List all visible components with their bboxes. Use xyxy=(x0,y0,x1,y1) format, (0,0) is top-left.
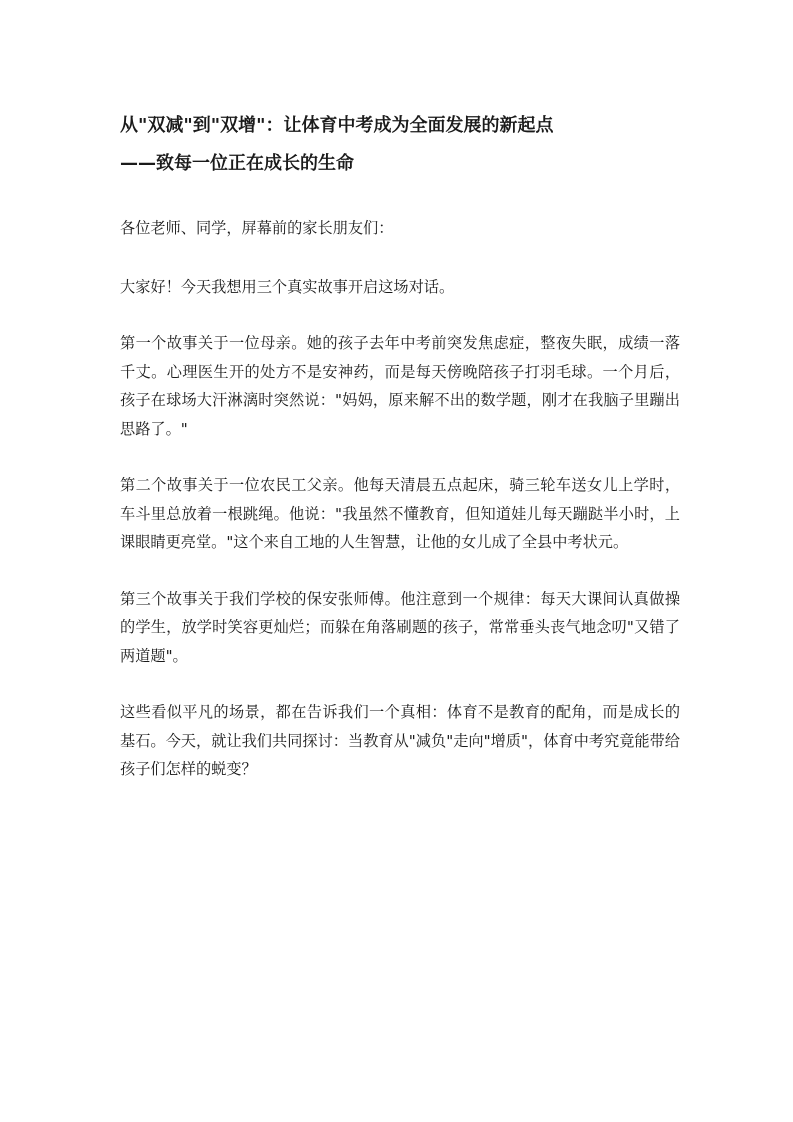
paragraph-conclusion: 这些看似平凡的场景，都在告诉我们一个真相：体育不是教育的配角，而是成长的基石。今天，就让我们共同探讨：当教育从"减负"走向"增质"，体育中考究竟能带给孩子们怎样的蜕变？ xyxy=(120,703,680,778)
document-body xyxy=(120,112,680,812)
paragraph-story-one: 第一个故事关于一位母亲。她的孩子去年中考前突发焦虑症，整夜失眠，成绩一落千丈。心理医生开的处方不是安神药，而是每天傍晚陪孩子打羽毛球。一个月后，孩子在球场大汗淋漓时突然说："妈妈，原来解不出的数学题，刚才在我脑子里蹦出思路了。" xyxy=(120,334,680,438)
paragraph-greeting: 大家好！今天我想用三个真实故事开启这场对话。 xyxy=(120,277,455,296)
paragraph-story-two: 第二个故事关于一位农民工父亲。他每天清晨五点起床，骑三轮车送女儿上学时，车斗里总放着一根跳绳。他说："我虽然不懂教育，但知道娃儿每天蹦跶半小时，上课眼睛更亮堂。"这个来自工地的人生智慧，让他的女儿成了全县中考状元。 xyxy=(120,476,680,551)
paragraph-salutation: 各位老师、同学，屏幕前的家长朋友们： xyxy=(120,219,394,237)
document-subtitle: ——致每一位正在成长的生命 xyxy=(120,153,354,174)
document-title: 从"双减"到"双增"：让体育中考成为全面发展的新起点 xyxy=(120,115,554,136)
paragraph-story-three: 第三个故事关于我们学校的保安张师傅。他注意到一个规律：每天大课间认真做操的学生，放学时笑容更灿烂；而躲在角落刷题的孩子，常常垂头丧气地念叨"又错了两道题"。 xyxy=(120,589,680,665)
